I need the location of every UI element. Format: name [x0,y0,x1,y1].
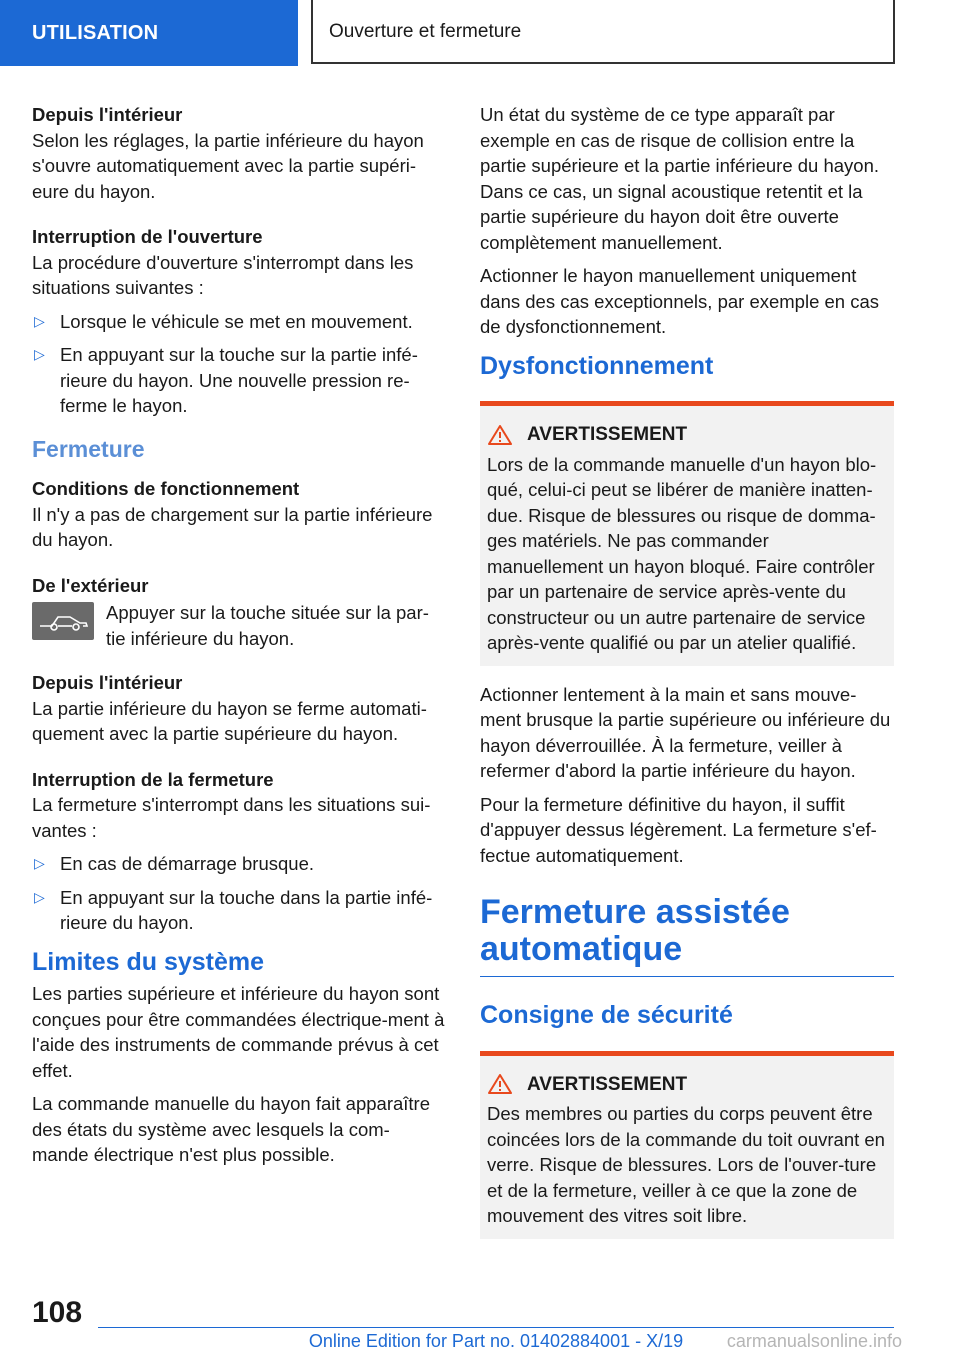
right-column [480,102,894,1255]
section-heading: Dysfonctionnement [480,351,714,380]
section-heading: Fermeture [32,435,145,462]
paragraph: Les parties supérieure et inférieure du hayon sont conçues pour être commandées électrique-ment à l'aide des instruments de commande prévus à cet effet. [32,983,445,1081]
left-column [32,102,446,1176]
warning-text: Lors de la commande manuelle d'un hayon blo-qué, celui-ci peut se libérer de manière inatten-due. Risque de blessures ou risque de domma-ges matériels. Ne pas commander manuellement un hayon bloqué. Faire contrôler par un partenaire de service après-vente du constructeur ou un autre partenaire de service après-vente qualifié ou par un atelier qualifié. [487,453,877,653]
icon-caption: Appuyer sur la touche située sur la par-tie inférieure du hayon. [106,602,429,649]
paragraph: La commande manuelle du hayon fait apparaître des états du système avec lesquels la com-mande électrique n'est plus possible. [32,1093,431,1165]
subheading: Depuis l'intérieur [32,672,183,693]
warning-title: AVERTISSEMENT [527,1073,688,1095]
warning-title: AVERTISSEMENT [527,424,688,445]
warning-box [480,1051,894,1239]
list-item: ▷ En appuyant sur la touche dans la partie infé-rieure du hayon. [34,886,433,933]
triangle-bullet-icon: ▷ [34,312,45,329]
paragraph: Actionner le hayon manuellement uniquement dans des cas exceptionnels, par exemple en cas de dysfonctionnement. [480,265,880,337]
section-heading: Limites du système [32,947,265,976]
triangle-bullet-icon: ▷ [34,855,45,871]
subheading: Interruption de l'ouverture [32,226,263,247]
page-number: 108 [32,1296,83,1329]
bullet-list [32,309,446,419]
paragraph: Pour la fermeture définitive du hayon, il suffit d'appuyer dessus légèrement. La fermeture s'ef-fectue automatiquement. [480,793,877,866]
subheading: Conditions de fonctionnement [32,478,300,499]
paragraph: La fermeture s'interrompt dans les situations sui-vantes : [32,794,431,841]
list-item: ▷ En appuyant sur la touche sur la partie infé-rieure du hayon. Une nouvelle pression re-ferme le hayon. [34,344,418,416]
triangle-bullet-icon: ▷ [34,888,45,905]
paragraph: Actionner lentement à la main et sans mouve-ment brusque la partie supérieure ou inférieure du hayon déverrouillée. À la fermeture, veiller à refermer d'abord la partie inférieure du hayon. [480,683,891,781]
car-tailgate-icon [32,602,94,640]
edition-note: Online Edition for Part no. 01402884001 - X/19 [308,1331,684,1351]
icon-instruction [32,602,446,654]
chapter-title: Ouverture et fermeture [311,0,895,64]
warning-text: Des membres ou parties du corps peuvent être coincées lors de la commande du toit ouvrant en verre. Risque de blessures. Lors de l'ouver-ture et de la fermeture, veiller à ce que la zone de mouvement des vitres soit libre. [487,1103,885,1226]
section-tab: UTILISATION [0,0,298,66]
list-item: ▷ En cas de démarrage brusque. [32,851,446,877]
paragraph: La procédure d'ouverture s'interrompt dans les situations suivantes : [32,251,414,298]
footer-divider [98,1327,894,1328]
paragraph: La partie inférieure du hayon se ferme automati-quement avec la partie supérieure du hayon. [32,697,427,744]
bullet-list [32,851,446,936]
section-heading: Consigne de sécurité [480,1001,733,1029]
warning-triangle-icon [487,1073,513,1095]
list-item: ▷ Lorsque le véhicule se met en mouvement. [32,309,446,335]
warning-triangle-icon [487,424,513,446]
triangle-bullet-icon: ▷ [34,346,45,362]
paragraph: Selon les réglages, la partie inférieure du hayon s'ouvre automatiquement avec la partie supéri-eure du hayon. [32,129,424,202]
page-header [0,0,960,66]
chapter-heading: Fermeture assistée automatique [480,894,894,977]
watermark: carmanualsonline.info [726,1331,902,1351]
paragraph: Il n'y a pas de chargement sur la partie inférieure du hayon. [32,503,433,550]
subheading: De l'extérieur [32,574,149,596]
warning-box [480,401,894,666]
paragraph: Un état du système de ce type apparaît par exemple en cas de risque de collision entre la partie supérieure et la partie inférieure du hayon. Dans ce cas, un signal acoustique retentit et la partie supérieure du hayon doit être ouverte complètement manuellement. [480,104,880,253]
subheading: Depuis l'intérieur [32,104,183,125]
subheading: Interruption de la fermeture [32,768,274,790]
